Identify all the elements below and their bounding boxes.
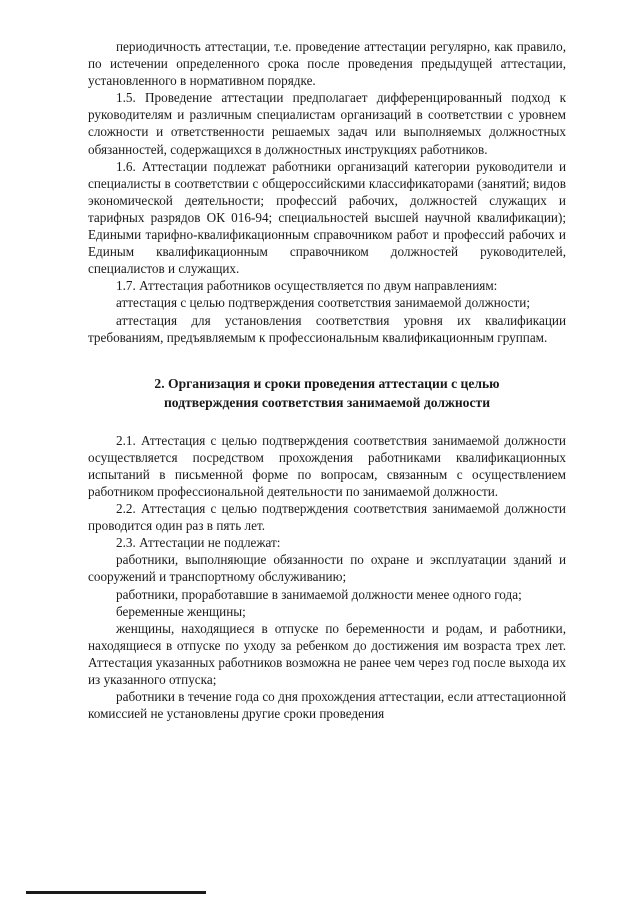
paragraph-2-2: 2.2. Аттестация с целью подтверждения соответствия занимаемой должности проводится один раз в пять лет. [88, 501, 566, 534]
paragraph-1-6: 1.6. Аттестации подлежат работники организаций категории руководители и специалисты в соответствии с общероссийскими классификаторами (занятий; видов экономической деятельности; профессий рабочих, должностей служащих и тарифных разрядов ОК 016-94; специальностей высшей научной квалификации); Едиными тарифно-квалификационным справочником работ и профессий рабочих и Единым квалификационным справочником должностей руководителей, специалистов и служащих. [88, 158, 566, 277]
paragraph-direction-2: аттестация для установления соответствия уровня их квалификации требованиям, предъявляемым к профессиональным квалификационным группам. [88, 312, 566, 345]
paragraph-exempt-5: работники в течение года со дня прохождения аттестации, если аттестационной комиссией не установлены другие сроки проведения [88, 689, 566, 722]
paragraph-direction-1: аттестация с целью подтверждения соответствия занимаемой должности; [116, 295, 531, 311]
paragraph-exempt-2: работники, проработавшие в занимаемой должности менее одного года; [116, 586, 522, 602]
paragraph-1-7: 1.7. Аттестация работников осуществляется по двум направлениям: [116, 278, 498, 294]
footnote-rule [26, 891, 206, 894]
section-2-heading [88, 374, 566, 412]
section-2-heading-line-2: подтверждения соответствия занимаемой должности [163, 394, 491, 410]
paragraph-exempt-4: женщины, находящиеся в отпуске по беременности и родам, и работники, находящиеся в отпуске по уходу за ребенком до достижения им возраста трех лет. Аттестация указанных работников возможна не ранее чем через год после выхода их из указанного отпуска; [88, 620, 566, 687]
paragraph-periodicity: периодичность аттестации, т.е. проведение аттестации регулярно, как правило, по истечении определенного срока после проведения предыдущей аттестации, установленного в нормативном порядке. [88, 39, 566, 89]
paragraph-2-3: 2.3. Аттестации не подлежат: [116, 535, 281, 551]
document-page [88, 38, 566, 722]
paragraph-exempt-3: беременные женщины; [116, 603, 246, 619]
paragraph-2-1: 2.1. Аттестация с целью подтверждения соответствия занимаемой должности осуществляется посредством прохождения работниками квалификационных испытаний в письменной форме по вопросам, связанным с осуществлением работником профессиональной деятельности по занимаемой должности. [88, 432, 566, 499]
section-2-heading-line-1: 2. Организация и сроки проведения аттестации с целью [154, 375, 500, 391]
paragraph-1-5: 1.5. Проведение аттестации предполагает дифференцированный подход к руководителям и различным специалистам организаций в соответствии с уровнем сложности и ответственности решаемых задач или выполняемых должностных обязанностей, содержащихся в должностных инструкциях работников. [88, 90, 566, 157]
paragraph-exempt-1: работники, выполняющие обязанности по охране и эксплуатации зданий и сооружений и транспортному обслуживанию; [88, 552, 566, 585]
